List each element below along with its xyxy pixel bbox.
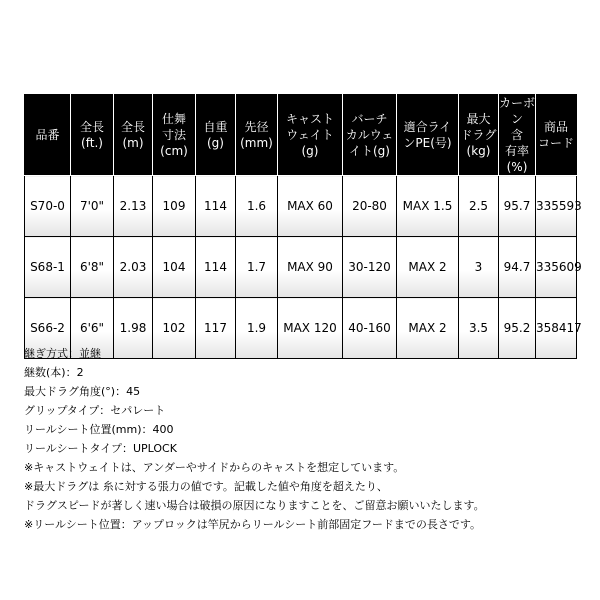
- note-cast-weight: ※キャストウェイトは、アンダーやサイドからのキャストを想定しています。: [24, 461, 405, 474]
- header-cell: 商品 コード: [536, 95, 577, 176]
- header-cell: 全長 (m): [114, 95, 153, 176]
- header-cell: バーチ カルウェ イト(g): [343, 95, 397, 176]
- table-cell: MAX 2: [397, 237, 459, 298]
- table-cell: 114: [196, 237, 236, 298]
- table-row: [25, 176, 577, 237]
- table-cell: 6'8": [71, 237, 114, 298]
- table-cell: MAX 1.5: [397, 176, 459, 237]
- table-cell: S70-0: [25, 176, 71, 237]
- table-cell: 95.7: [499, 176, 536, 237]
- note-max-drag: ※最大ドラグは 糸に対する張力の値です。記載した値や角度を超えたり、: [24, 480, 388, 493]
- table-cell: MAX 60: [278, 176, 343, 237]
- note-grip-type: グリップタイプ：セパレート: [24, 404, 166, 417]
- table-cell: 1.6: [236, 176, 278, 237]
- header-cell: カーボン 含 有率 (%): [499, 96, 536, 174]
- header-cell: 品番: [25, 95, 71, 176]
- table-cell: 2.13: [114, 176, 153, 237]
- table-cell: 7'0": [71, 176, 114, 237]
- note-reel-seat-position: リールシート位置(mm)：400: [24, 423, 174, 436]
- table-cell: 2.03: [114, 237, 153, 298]
- header-cell: 自重 (g): [196, 95, 236, 176]
- note-reel-seat-type: リールシートタイプ：UPLOCK: [24, 442, 177, 455]
- table-cell: S66-2: [25, 298, 71, 359]
- note-piece-count: 継数(本)：2: [24, 366, 84, 379]
- note-max-drag-angle: 最大ドラグ角度(°)：45: [24, 385, 141, 398]
- table-cell: 109: [153, 176, 196, 237]
- table-cell: 335609: [536, 237, 577, 298]
- note-joint-type: 継ぎ方式：並継: [24, 347, 101, 360]
- table-cell: MAX 120: [278, 298, 343, 359]
- table-cell: 358417: [536, 298, 577, 359]
- table-cell: 117: [196, 298, 236, 359]
- spec-table: [24, 94, 582, 359]
- table-cell: 30-120: [343, 237, 397, 298]
- table-cell: MAX 90: [278, 237, 343, 298]
- table-cell: 1.7: [236, 237, 278, 298]
- table-cell: 40-160: [343, 298, 397, 359]
- header-cell: 先径 (mm): [236, 95, 278, 176]
- header-cell: 全長 (ft.): [71, 95, 114, 176]
- table-cell: 335593: [536, 176, 577, 237]
- table-cell: 3.5: [459, 298, 499, 359]
- table-cell: 2.5: [459, 176, 499, 237]
- table-cell: 1.98: [114, 298, 153, 359]
- table-cell: 3: [459, 237, 499, 298]
- table-cell: 114: [196, 176, 236, 237]
- table-cell: 104: [153, 237, 196, 298]
- spec-notes: [24, 344, 584, 534]
- table-row: [25, 237, 577, 298]
- table-cell: 94.7: [499, 237, 536, 298]
- header-cell: キャスト ウェイト (g): [278, 95, 343, 176]
- table-cell: 20-80: [343, 176, 397, 237]
- table-cell: 1.9: [236, 298, 278, 359]
- header-cell: 最大 ドラグ (kg): [459, 95, 499, 176]
- header-cell: 適合ライ ンPE(号): [397, 95, 459, 176]
- table-cell: 95.2: [499, 298, 536, 359]
- table-cell: 102: [153, 298, 196, 359]
- table-cell: S68-1: [25, 237, 71, 298]
- header-cell: 仕舞 寸法 (cm): [153, 95, 196, 176]
- note-reel-seat-measure: ※リールシート位置：アップロックは竿尻からリールシート前部固定フードまでの長さです。: [24, 518, 482, 531]
- note-drag-speed: ドラグスピードが著しく速い場合は破損の原因になりますことを、ご留意お願いいたします。: [24, 499, 485, 512]
- table-cell: 6'6": [71, 298, 114, 359]
- table-cell: MAX 2: [397, 298, 459, 359]
- header-row: [25, 95, 577, 176]
